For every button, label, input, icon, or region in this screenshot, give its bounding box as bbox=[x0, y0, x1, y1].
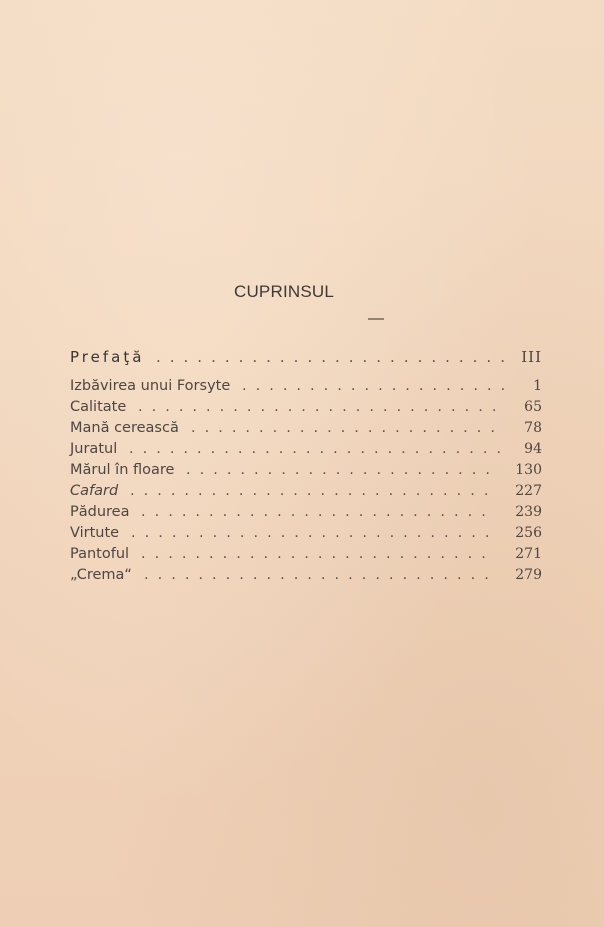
toc-entry bbox=[70, 348, 542, 378]
toc-leader-dots: .......................... bbox=[141, 504, 495, 520]
toc-entry-title: Calitate bbox=[70, 399, 127, 415]
toc-entry-title: Izbăvirea unui Forsyte bbox=[70, 378, 231, 394]
toc-entry-title: Pădurea bbox=[70, 504, 130, 520]
toc-entry-page-number: 94 bbox=[524, 441, 542, 457]
toc-leader-dots: .......................... bbox=[144, 567, 498, 583]
toc-leader-dots: .................... bbox=[242, 378, 515, 394]
toc-entry bbox=[70, 462, 542, 483]
toc-leader-dots: ........................... bbox=[138, 399, 506, 415]
toc-leader-dots: ....................... bbox=[186, 462, 500, 478]
toc-leader-dots: .......................... bbox=[141, 546, 495, 562]
toc-entry bbox=[70, 483, 542, 504]
toc-leader-dots: ........................... bbox=[131, 525, 499, 541]
toc-entry-title: Juratul bbox=[70, 441, 118, 457]
page-title: CUPRINSUL bbox=[233, 282, 335, 301]
toc-entry bbox=[70, 420, 542, 441]
toc-entry-title: Mană cerească bbox=[70, 420, 179, 436]
toc-entry-page-number: III bbox=[521, 348, 542, 366]
toc-entry bbox=[70, 441, 542, 462]
toc-entry-page-number: 130 bbox=[515, 462, 542, 478]
toc-entry-page-number: 65 bbox=[524, 399, 542, 415]
toc-entry-title: Mărul în floare bbox=[70, 462, 175, 478]
toc-entry-title: Cafard bbox=[70, 483, 119, 499]
toc-entry-title: Prefaţă bbox=[70, 348, 145, 366]
toc-entry-page-number: 256 bbox=[515, 525, 542, 541]
toc-entry bbox=[70, 504, 542, 525]
toc-entry-page-number: 279 bbox=[515, 567, 542, 583]
toc-entry-page-number: 271 bbox=[515, 546, 542, 562]
toc-leader-dots: ........................... bbox=[130, 483, 498, 499]
toc-entry-title: „Crema“ bbox=[70, 567, 132, 583]
toc-entry-title: Pantoful bbox=[70, 546, 130, 562]
toc-entry-page-number: 227 bbox=[515, 483, 542, 499]
toc-leader-dots: ....................... bbox=[191, 420, 505, 436]
toc-entry bbox=[70, 546, 542, 567]
toc-entry-page-number: 1 bbox=[533, 378, 542, 394]
toc-entry bbox=[70, 378, 542, 399]
toc-entry-page-number: 239 bbox=[515, 504, 542, 520]
toc-leader-dots: .......................... bbox=[156, 348, 514, 366]
toc-entry bbox=[70, 525, 542, 546]
title-divider bbox=[368, 318, 384, 320]
toc-entry-page-number: 78 bbox=[524, 420, 542, 436]
table-of-contents bbox=[70, 348, 542, 588]
toc-entry bbox=[70, 399, 542, 420]
toc-leader-dots: ............................ bbox=[129, 441, 511, 457]
toc-entry-title: Virtute bbox=[70, 525, 120, 541]
toc-entry bbox=[70, 567, 542, 588]
